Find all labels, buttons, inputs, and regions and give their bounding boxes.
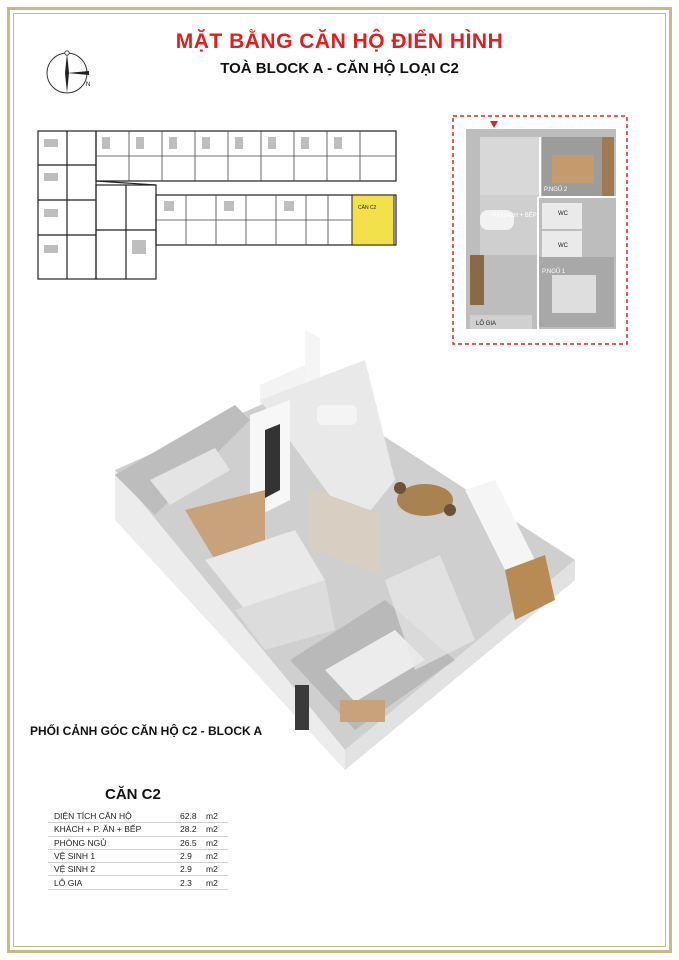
area-unit: m2 [206, 836, 228, 849]
area-value: 2.9 [180, 863, 206, 876]
render-caption: PHỐI CẢNH GÓC CĂN HỘ C2 - BLOCK A [30, 724, 263, 738]
room-label-bedroom1: P.NGỦ 1 [542, 269, 566, 275]
area-value: 26.5 [180, 836, 206, 849]
room-label-bedroom2: P.NGỦ 2 [544, 187, 568, 193]
room-label-wc-a: WC [558, 211, 568, 217]
compass-north-label: N [86, 82, 91, 88]
isometric-render [95, 330, 585, 780]
area-label: VỆ SINH 1 [48, 849, 180, 862]
block-floor-plan [32, 125, 398, 285]
page-subtitle: TOÀ BLOCK A - CĂN HỘ LOẠI C2 [220, 60, 459, 77]
highlighted-unit-label: CĂN C2 [358, 205, 377, 211]
area-unit: m2 [206, 863, 228, 876]
area-label: PHÒNG NGỦ [48, 836, 180, 849]
table-row [48, 849, 228, 862]
table-row [48, 823, 228, 836]
table-row [48, 863, 228, 876]
compass-icon [42, 48, 92, 98]
area-value: 62.8 [180, 810, 206, 823]
room-label-loggia: LÔ GIA [476, 321, 497, 327]
area-label: VỆ SINH 2 [48, 863, 180, 876]
unit-plan [452, 115, 628, 345]
area-table [48, 810, 228, 890]
area-value: 2.9 [180, 849, 206, 862]
unit-name: CĂN C2 [105, 786, 161, 803]
room-label-living: P.KHÁCH + BẾP [492, 213, 537, 219]
page-title: MẶT BẰNG CĂN HỘ ĐIỂN HÌNH [175, 30, 504, 53]
room-label-wc-b: WC [558, 243, 568, 249]
area-unit: m2 [206, 849, 228, 862]
table-row [48, 810, 228, 823]
area-label: KHÁCH + P. ĂN + BẾP [48, 823, 180, 836]
table-row [48, 836, 228, 849]
area-label: LÔ GIA [48, 876, 180, 889]
area-value: 2.3 [180, 876, 206, 889]
area-unit: m2 [206, 810, 228, 823]
area-label: DIỆN TÍCH CĂN HỘ [48, 810, 180, 823]
area-value: 28.2 [180, 823, 206, 836]
area-unit: m2 [206, 876, 228, 889]
highlighted-unit-c2 [352, 195, 394, 245]
table-row [48, 876, 228, 889]
area-unit: m2 [206, 823, 228, 836]
